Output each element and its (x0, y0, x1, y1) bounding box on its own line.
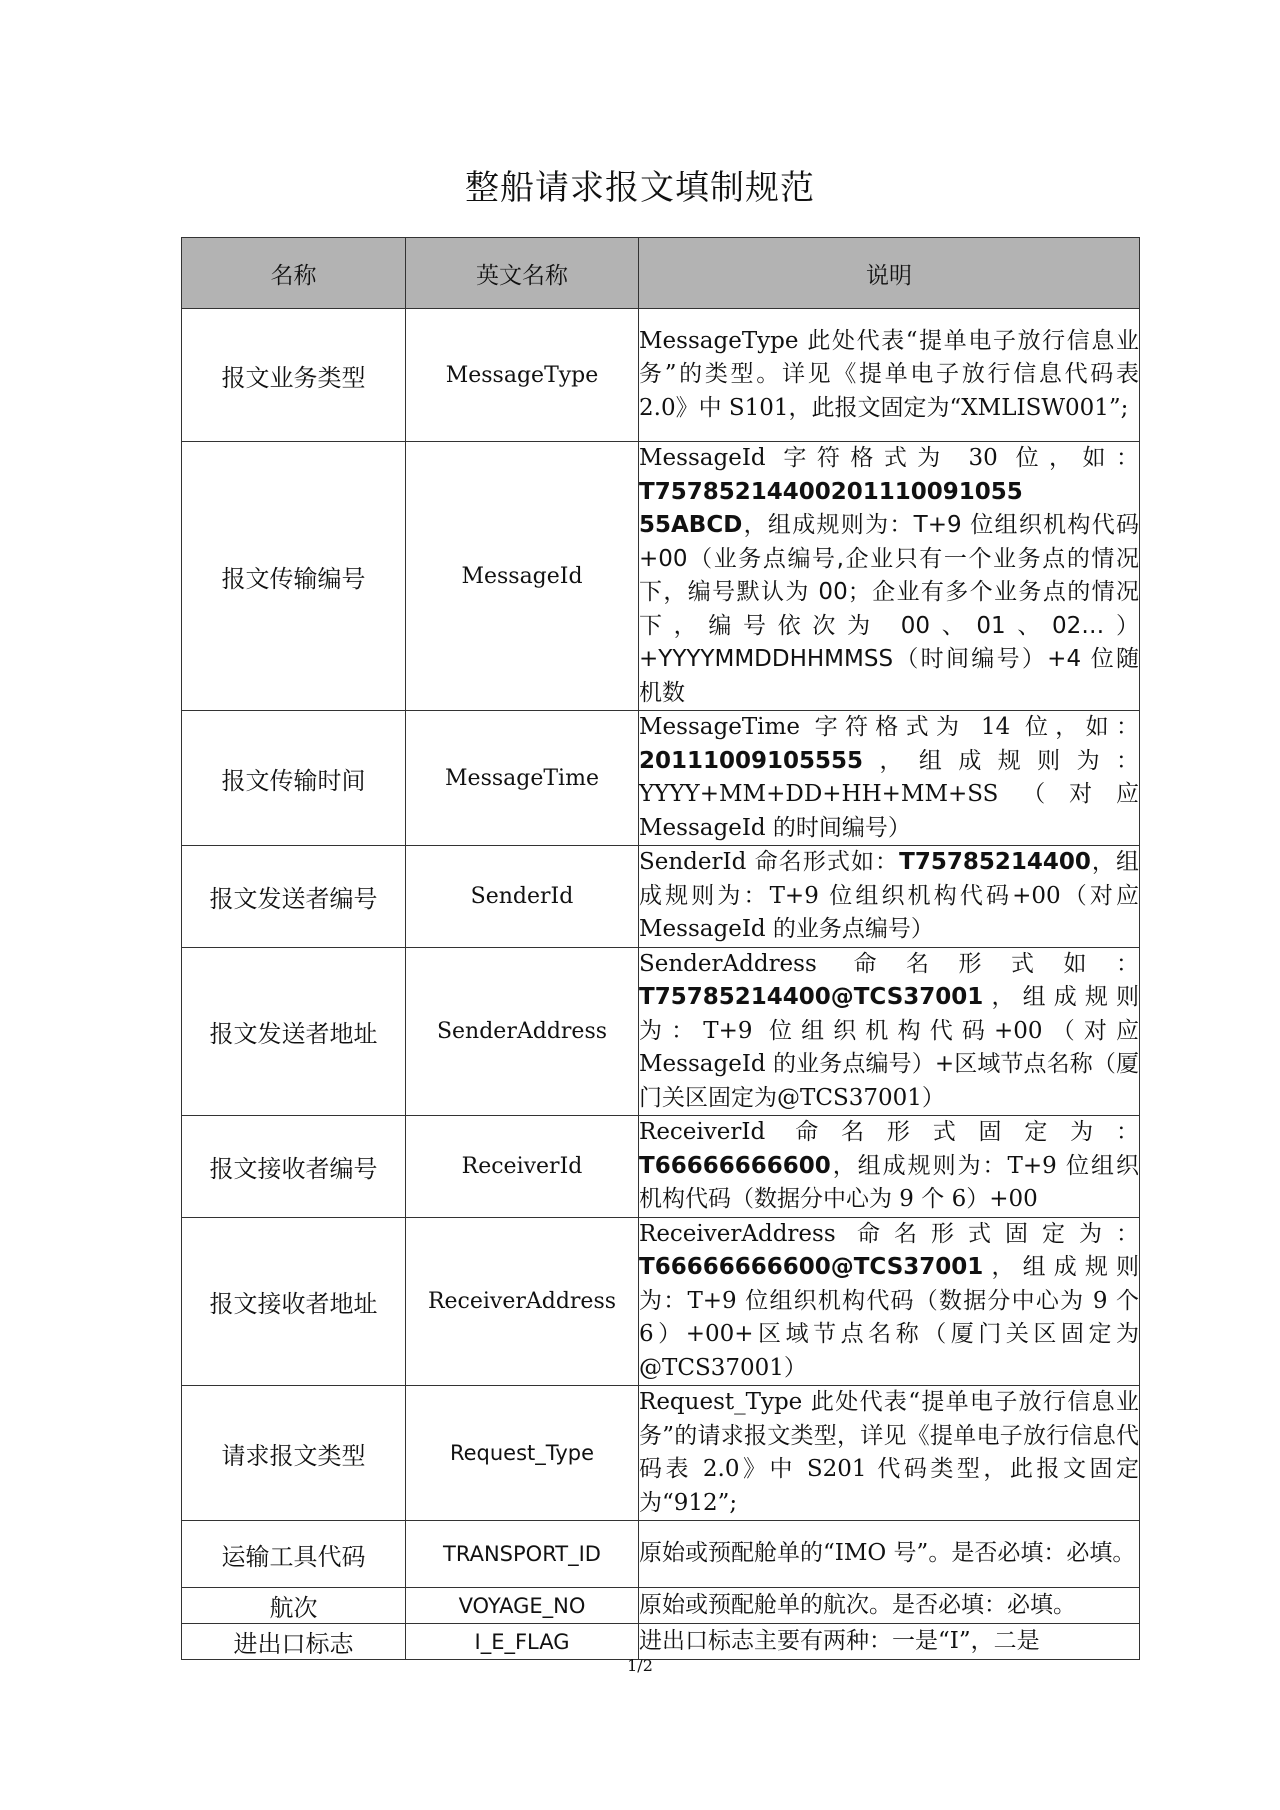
field-description (639, 1588, 1140, 1624)
description-example: 20111009105555 (639, 747, 864, 774)
field-description (639, 947, 1140, 1116)
field-english-name: SenderAddress (406, 947, 639, 1116)
header-name: 名称 (182, 238, 406, 309)
description-text: 进出口标志主要有两种：一是“I”，二是 (639, 1627, 1040, 1654)
field-description (639, 711, 1140, 846)
table-row (182, 1386, 1140, 1521)
description-text: Request_Type 此处代表“提单电子放行信息业务”的请求报文类型，详见《提单电子放行信息代码表 2.0》中 S201 代码类型，此报文固定为“912”; (639, 1389, 1139, 1516)
field-name: 报文传输时间 (182, 711, 406, 846)
field-name: 报文传输编号 (182, 442, 406, 711)
field-english-name: SenderId (406, 846, 639, 948)
field-name: 报文业务类型 (182, 309, 406, 442)
field-name: 请求报文类型 (182, 1386, 406, 1521)
header-description: 说明 (639, 238, 1140, 309)
description-example: T75785214400@TCS37001 (639, 984, 984, 1010)
field-english-name: ReceiverId (406, 1116, 639, 1218)
description-text: SenderId 命名形式如： (639, 849, 900, 875)
field-description (639, 1521, 1140, 1588)
table-row (182, 442, 1140, 711)
spec-table (181, 237, 1140, 1660)
description-text: ，组成规则为：T+9 位组织机构代码+00（业务点编号,企业只有一个业务点的情况下，编号默认为 00；企业有多个业务点的情况下，编号依次为 00、01、02…）+YYYYMMDDHHMMSS（时间编号）+4 位随机数 (639, 512, 1139, 706)
header-english-name: 英文名称 (406, 238, 639, 309)
field-english-name: TRANSPORT_ID (406, 1521, 639, 1588)
description-text: 原始或预配舱单的航次。是否必填：必填。 (639, 1591, 1076, 1618)
field-name: 运输工具代码 (182, 1521, 406, 1588)
description-example: T66666666600 (639, 1152, 831, 1179)
field-description (639, 1116, 1140, 1218)
field-description (639, 309, 1140, 442)
table-row (182, 1588, 1140, 1624)
document-title: 整船请求报文填制规范 (465, 168, 815, 208)
description-text: ，组成规则为：T+9 位组织机构代码+00（对应 MessageId 的业务点编号） (639, 849, 1139, 942)
table-row (182, 1217, 1140, 1386)
description-text: ，组成规则为：YYYY+MM+DD+HH+MM+SS（对应MessageId 的时间编号） (639, 747, 1139, 841)
table-row (182, 711, 1140, 846)
table-header-row (182, 238, 1140, 309)
description-text: SenderAddress 命名形式如： (639, 950, 1139, 977)
table-row (182, 1521, 1140, 1588)
table-row (182, 309, 1140, 442)
description-example: T66666666600@TCS37001 (639, 1254, 984, 1280)
description-text: MessageId 字符格式为 30 位，如： (639, 445, 1139, 471)
table-row (182, 1624, 1140, 1660)
description-text: ReceiverAddress 命名形式固定为： (639, 1220, 1139, 1247)
field-english-name: MessageTime (406, 711, 639, 846)
field-name: 航次 (182, 1588, 406, 1624)
field-english-name: MessageType (406, 309, 639, 442)
field-description (639, 442, 1140, 711)
field-english-name: VOYAGE_NO (406, 1588, 639, 1624)
field-description (639, 846, 1140, 948)
field-english-name: MessageId (406, 442, 639, 711)
field-description (639, 1386, 1140, 1521)
description-text: ReceiverId 命名形式固定为： (639, 1119, 1139, 1145)
description-text: ，组成规则为：T+9 位组织机构代码（数据分中心为 9 个 6）+00 (639, 1152, 1139, 1212)
field-english-name: Request_Type (406, 1386, 639, 1521)
description-text: MessageType 此处代表“提单电子放行信息业务”的类型。详见《提单电子放行信息代码表 2.0》中 S101，此报文固定为“XMLISW001”; (639, 327, 1139, 421)
field-english-name: I_E_FLAG (406, 1624, 639, 1660)
field-english-name: ReceiverAddress (406, 1217, 639, 1386)
description-text: ，组成规则为：T+9 位组织机构代码+00（对应MessageId 的业务点编号）+区域节点名称（厦门关区固定为@TCS37001） (639, 984, 1139, 1111)
table-row (182, 846, 1140, 948)
field-name: 报文接收者地址 (182, 1217, 406, 1386)
field-name: 报文发送者编号 (182, 846, 406, 948)
field-name: 进出口标志 (182, 1624, 406, 1660)
description-text: ，组成规则为：T+9 位组织机构代码（数据分中心为 9 个 6）+00+区域节点名称（厦门关区固定为@TCS37001） (639, 1254, 1139, 1381)
description-text: MessageTime 字符格式为 14 位，如： (639, 714, 1139, 740)
field-description (639, 1624, 1140, 1660)
table-row (182, 947, 1140, 1116)
field-description (639, 1217, 1140, 1386)
field-name: 报文接收者编号 (182, 1116, 406, 1218)
description-text: 原始或预配舱单的“IMO 号”。是否必填：必填。 (639, 1540, 1136, 1567)
description-example: T75785214400 (899, 849, 1091, 875)
table-row (182, 1116, 1140, 1218)
page-number: 1/2 (627, 1656, 653, 1675)
description-example: T75785214400201110091055 55ABCD (639, 478, 1023, 538)
field-name: 报文发送者地址 (182, 947, 406, 1116)
